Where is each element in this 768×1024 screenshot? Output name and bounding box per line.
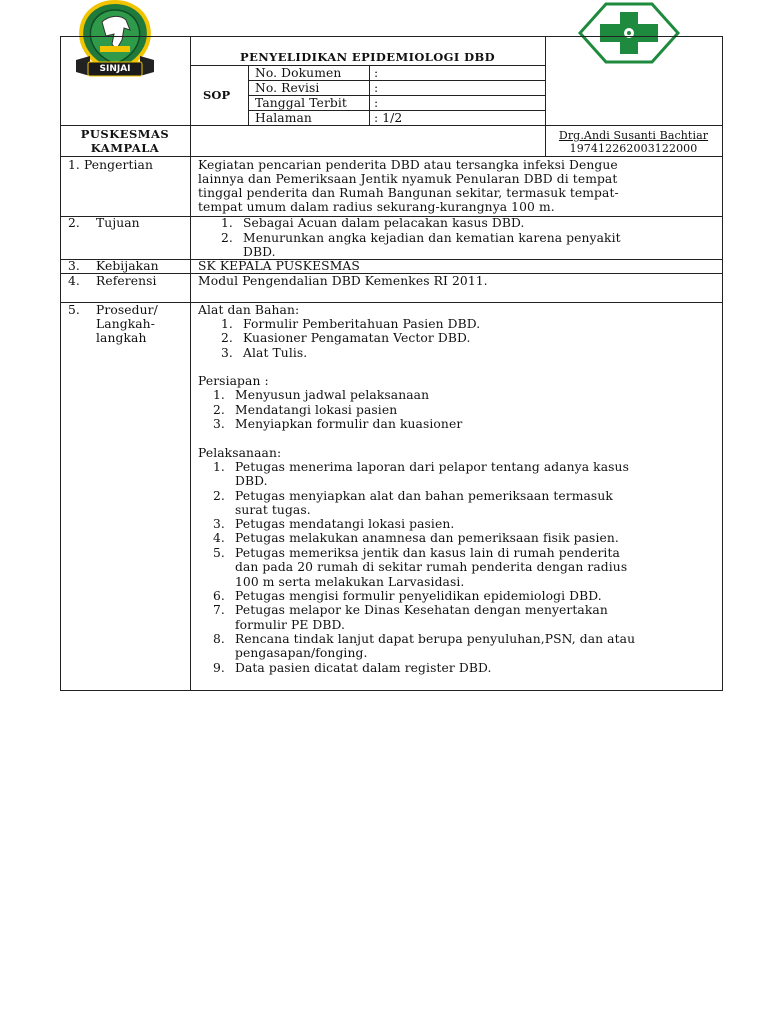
issue-date-value: : — [374, 96, 379, 110]
pelaksanaan-item: Petugas melakukan anamnesa dan pemeriksaan fisik pasien. — [235, 531, 619, 545]
org-name-line1: PUSKESMAS — [80, 127, 170, 141]
pelaksanaan-item-number: 8. — [213, 632, 225, 646]
pengertian-line: lainnya dan Pemeriksaan Jentik nyamuk Penularan DBD di tempat — [198, 172, 618, 186]
pengertian-line: Kegiatan pencarian penderita DBD atau tersangka infeksi Dengue — [198, 158, 618, 172]
page-label: Halaman — [255, 111, 312, 125]
pelaksanaan-item: surat tugas. — [235, 503, 311, 517]
persiapan-item-number: 2. — [213, 403, 225, 417]
tujuan-item-number: 2. — [221, 231, 233, 245]
pelaksanaan-item-number: 3. — [213, 517, 225, 531]
persiapan-item: Mendatangi lokasi pasien — [235, 403, 398, 417]
issue-date-label: Tanggal Terbit — [255, 96, 347, 110]
prosedur-number: 5. — [68, 303, 80, 317]
pelaksanaan-item: Petugas mendatangi lokasi pasien. — [235, 517, 455, 531]
pelaksanaan-item: Rencana tindak lanjut dapat berupa penyuluhan,PSN, dan atau — [235, 632, 636, 646]
pelaksanaan-item: dan pada 20 rumah di sekitar rumah penderita dengan radius — [235, 560, 628, 574]
pengertian-line: tempat umum dalam radius sekurang-kurangnya 100 m. — [198, 200, 555, 214]
tujuan-item: Sebagai Acuan dalam pelacakan kasus DBD. — [243, 216, 525, 230]
pelaksanaan-item-number: 5. — [213, 546, 225, 560]
pelaksanaan-item-number: 7. — [213, 603, 225, 617]
kebijakan-text: SK KEPALA PUSKESMAS — [198, 259, 360, 273]
doc-number-value: : — [374, 66, 379, 80]
persiapan-title: Persiapan : — [198, 374, 269, 388]
signer-name: Drg.Andi Susanti Bachtiar — [558, 129, 709, 142]
persiapan-item: Menyusun jadwal pelaksanaan — [235, 388, 430, 402]
prosedur-label: Prosedur/ — [96, 303, 158, 317]
referensi-text: Modul Pengendalian DBD Kemenkes RI 2011. — [198, 274, 488, 288]
pelaksanaan-title: Pelaksanaan: — [198, 446, 282, 460]
prosedur-label: Langkah- — [96, 317, 155, 331]
alat-item: Kuasioner Pengamatan Vector DBD. — [243, 331, 471, 345]
persiapan-item-number: 3. — [213, 417, 225, 431]
prosedur-label: langkah — [96, 331, 147, 345]
pelaksanaan-item: pengasapan/fonging. — [235, 646, 368, 660]
tujuan-label: Tujuan — [96, 216, 140, 230]
pelaksanaan-item: Petugas menyiapkan alat dan bahan pemeriksaan termasuk — [235, 489, 613, 503]
tujuan-item: DBD. — [243, 245, 276, 259]
pelaksanaan-item-number: 6. — [213, 589, 225, 603]
pelaksanaan-item: Petugas menerima laporan dari pelapor tentang adanya kasus — [235, 460, 629, 474]
alat-item: Formulir Pemberitahuan Pasien DBD. — [243, 317, 481, 331]
pengertian-label: 1. Pengertian — [68, 158, 154, 172]
document-title: PENYELIDIKAN EPIDEMIOLOGI DBD — [240, 50, 495, 64]
alat-item-number: 2. — [221, 331, 233, 345]
pelaksanaan-item-number: 4. — [213, 531, 225, 545]
referensi-label: Referensi — [96, 274, 157, 288]
pelaksanaan-item: formulir PE DBD. — [235, 618, 346, 632]
pelaksanaan-item: DBD. — [235, 474, 268, 488]
persiapan-item: Menyiapkan formulir dan kuasioner — [235, 417, 463, 431]
pelaksanaan-item-number: 2. — [213, 489, 225, 503]
puskesmas-cross-logo — [578, 2, 680, 64]
doc-number-label: No. Dokumen — [255, 66, 342, 80]
pelaksanaan-item: Petugas mengisi formulir penyelidikan epidemiologi DBD. — [235, 589, 602, 603]
revision-value: : — [374, 81, 379, 95]
pelaksanaan-item: 100 m serta melakukan Larvasidasi. — [235, 575, 465, 589]
persiapan-item-number: 1. — [213, 388, 225, 402]
pelaksanaan-item-number: 1. — [213, 460, 225, 474]
org-name-line2: KAMPALA — [90, 141, 160, 155]
referensi-number: 4. — [68, 274, 80, 288]
pelaksanaan-item: Petugas melapor ke Dinas Kesehatan dengan menyertakan — [235, 603, 608, 617]
pelaksanaan-item-number: 9. — [213, 661, 225, 675]
regency-logo — [72, 0, 158, 84]
alat-item-number: 3. — [221, 346, 233, 360]
kebijakan-number: 3. — [68, 259, 80, 273]
logo-label: SINJAI — [99, 64, 131, 74]
alat-bahan-title: Alat dan Bahan: — [198, 303, 300, 317]
revision-label: No. Revisi — [255, 81, 320, 95]
tujuan-item: Menurunkan angka kejadian dan kematian karena penyakit — [243, 231, 621, 245]
page-value: : 1/2 — [374, 111, 403, 125]
pelaksanaan-item: Data pasien dicatat dalam register DBD. — [235, 661, 492, 675]
kebijakan-label: Kebijakan — [96, 259, 159, 273]
alat-item-number: 1. — [221, 317, 233, 331]
pengertian-line: tinggal penderita dan Rumah Bangunan sekitar, termasuk tempat- — [198, 186, 619, 200]
signer-nip: 197412262003122000 — [569, 142, 698, 155]
pelaksanaan-item: Petugas memeriksa jentik dan kasus lain di rumah penderita — [235, 546, 620, 560]
tujuan-number: 2. — [68, 216, 80, 230]
alat-item: Alat Tulis. — [243, 346, 308, 360]
sop-label: SOP — [203, 88, 231, 102]
tujuan-item-number: 1. — [221, 216, 233, 230]
